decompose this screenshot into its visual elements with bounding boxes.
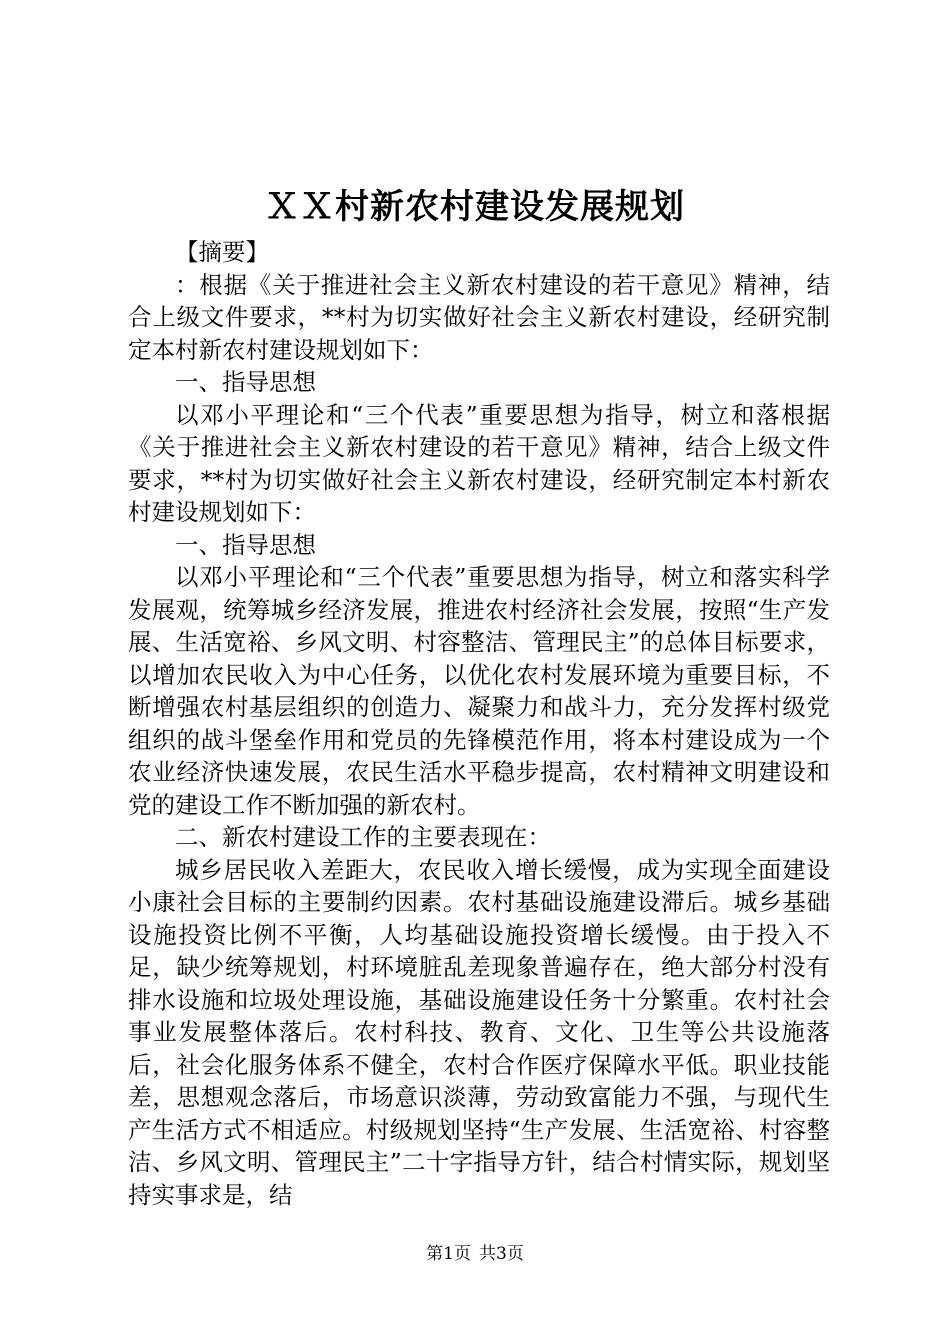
body-paragraph: 以邓小平理论和“三个代表”重要思想为指导，树立和落实科学发展观，统筹城乡经济发展，推进农村经济社会发展，按照“生产发展、生活宽裕、乡风文明、村容整洁、管理民主”的总体目标要求，以增加农民收入为中心任务，以优化农村发展环境为重要目标，不断增强农村基层组织的创造力、凝聚力和战斗力，充分发挥村级党组织的战斗堡垒作用和党员的先锋模范作用，将本村建设成为一个农业经济快速发展，农民生活水平稳步提高，农村精神文明建设和党的建设工作不断加强的新农村。 bbox=[128, 563, 830, 819]
body-paragraph: 城乡居民收入差距大，农民收入增长缓慢，成为实现全面建设小康社会目标的主要制约因素。农村基础设施建设滞后。城乡基础设施投资比例不平衡，人均基础设施投资增长缓慢。由于投入不足，缺少统筹规划，村环境脏乱差现象普遍存在，绝大部分村没有排水设施和垃圾处理设施，基础设施建设任务十分繁重。农村社会事业发展整体落后。农村科技、教育、文化、卫生等公共设施落后，社会化服务体系不健全，农村合作医疗保障水平低。职业技能差，思想观念落后，市场意识淡薄，劳动致富能力不强，与现代生产生活方式不相适应。村级规划坚持“生产发展、生活宽裕、村容整洁、乡风文明、管理民主”二十字指导方针，结合村情实际，规划坚持实事求是，结 bbox=[128, 855, 830, 1209]
section-heading: 一、指导思想 bbox=[175, 530, 316, 559]
document-title: ＸＸ村新农村建设发展规划 bbox=[265, 187, 685, 227]
page-number: 第1页 bbox=[426, 1244, 471, 1264]
page-footer bbox=[0, 1243, 950, 1265]
document-body bbox=[128, 236, 830, 1211]
body-paragraph: ：根据《关于推进社会主义新农村建设的若干意见》精神，结合上级文件要求，**村为切实做好社会主义新农村建设，经研究制定本村新农村建设规划如下： bbox=[128, 270, 830, 364]
section-heading: 一、指导思想 bbox=[175, 368, 316, 396]
body-paragraph: 以邓小平理论和“三个代表”重要思想为指导，树立和落根据《关于推进社会主义新农村建设的若干意见》精神，结合上级文件要求，**村为切实做好社会主义新农村建设，经研究制定本村新农村建设规划如下： bbox=[128, 400, 830, 526]
section-heading: 二、新农村建设工作的主要表现在： bbox=[175, 823, 551, 851]
page-total: 共3页 bbox=[479, 1244, 524, 1264]
abstract-heading: 【摘要】 bbox=[175, 238, 269, 266]
